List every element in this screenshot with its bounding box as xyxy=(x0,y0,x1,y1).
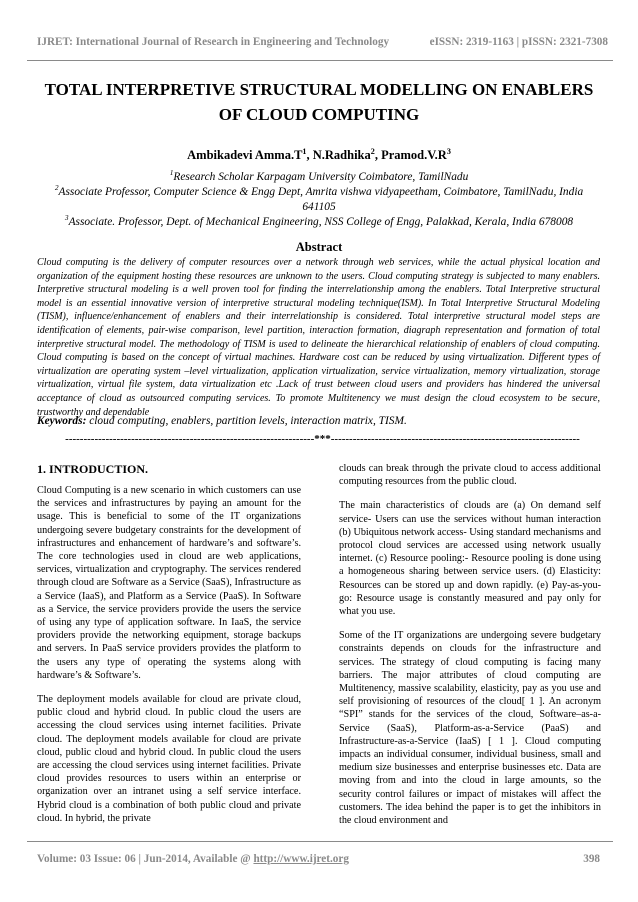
page-footer xyxy=(37,853,600,865)
affiliation-2 xyxy=(30,185,608,215)
page-number: 398 xyxy=(583,853,600,865)
affiliation-1-sup: 1 xyxy=(169,168,174,178)
section-separator: --------------------------------------------------------------------***-------------------------------------------------------------------- xyxy=(65,433,580,445)
author-3: Pramod.V.R xyxy=(381,148,447,162)
journal-link[interactable]: http://www.ijret.org xyxy=(253,853,349,865)
issn-text: eISSN: 2319-1163 | pISSN: 2321-7308 xyxy=(429,36,608,48)
keywords-text: cloud computing, enablers, partition levels, interaction matrix, TISM. xyxy=(86,415,407,427)
title-line-2: OF CLOUD COMPUTING xyxy=(218,105,420,124)
abstract-body: Cloud computing is the delivery of computer resources over a network through web services, while the actual physical location and organization of the equipment hosting these resources are unknown to the users. Cloud computing strategy is subjected to many enablers. Interpretive structural modeling is a well proven tool for finding the interrelationship among the enablers. Total Interpretive structural model is an essential innovative version of interpretive structural modeling technique(ISM). In Total Interpretive Structural Modeling (TISM), influence/enhancement of enablers and their interrelationship is considered. Total interpretive structural model steps are identification of elements, pair-wise comparison, level partition, interaction formation, diagraph representation and formation of total interpretive structural model. The methodology of TISM is used to delineate the hierarchical relationship of enablers of cloud computing. Cloud computing is based on the concept of virtual machines. Hardware cost can be reduced by using virtualization. Different types of virtualization are operating system –level virtualization, application virtualization, service virtualization, memory virtualization, storage virtualization, virtual file system, data virtualization etc .Lack of trust between cloud users and providers has hindered the universal acceptance of cloud as outsourced computing services. To promote Multitenency we must design the cloud ecosystem to be secure, trustworthy and dependable xyxy=(37,257,600,418)
affiliation-3-text: Associate. Professor, Dept. of Mechanical Engineering, NSS College of Engg, Palakkad, Kerala, India 678008 xyxy=(68,216,574,228)
section-heading: 1. INTRODUCTION. xyxy=(37,462,149,476)
abstract-heading: Abstract xyxy=(295,240,343,254)
author-list xyxy=(30,148,608,163)
keywords-label: Keywords: xyxy=(37,415,87,427)
author-3-sup: 3 xyxy=(446,146,451,156)
paragraph: Cloud Computing is a new scenario in which customers can use the services and infrastructures by paying an amount for the usage. This is beneficial to some of the IT organizations undergoing severe budgetary constraints for the development of infrastructures and enhancement of hardware’s and software’s. The core technologies used in cloud are web applications, services, virtualization and cryptography. The services rendered through cloud are Software as a Service (SaaS), Infrastructure as a Service (IaaS), and Platform as a Service (PaaS). In Software as a Service, the service providers provide the users the service of using any type of application software. In IaaS, the service providers provide the networking equipment, storage backups and servers. In PaaS service providers provides the platform to the users any type of operating the systems along with hardware’s & Software’s. xyxy=(37,485,301,681)
affiliation-3-sup: 3 xyxy=(64,213,69,223)
affiliation-2-sup: 2 xyxy=(54,183,59,193)
paragraph: The main characteristics of clouds are (a) On demand self service- Users can use the services without human interaction (b) Ubiquitous network access- Using standard mechanisms and protocol cloud services are accessed using network usually internet. (c) Resource pooling:- Resource pooling is done using a homogeneous sharing between service users. (d) Elasticity: Resources can be stored up and down rapidly. (e) Pay-as-you-go: Resource usage is constantly measured and pay only for what you use. xyxy=(339,500,601,618)
author-2: N.Radhika xyxy=(312,148,371,162)
left-column xyxy=(37,462,301,836)
paragraph: Some of the IT organizations are undergoing severe budgetary constraints depends on clouds for the infrastructure and services. The strategy of cloud computing is facing many barriers. The major attributes of cloud computing are Multitenency, massive scalability, elasticity, pay as you use and self provisioning of resources of the cloud[ 1 ]. An acronym “SPI” stands for the services of the cloud, Software–as-a-Service (SaaS), Platform-as-a-Service (PaaS) and Infrastructure-as-a-Service (IaaS) [ 1 ]. Cloud computing impacts an individual consumer, individual business, small and medium size businesses and enterprise businesses etc. Data are moving from and into the cloud in large amounts, so the security control failures or impact of mistakes will affect the customers. The idea behind the paper is to get the inhibitors in the cloud environment and xyxy=(339,630,601,827)
journal-name: IJRET: International Journal of Research in Engineering and Technology xyxy=(37,36,390,48)
footer-volume-text: Volume: 03 Issue: 06 | Jun-2014, Available @ xyxy=(37,853,254,865)
footer-volume xyxy=(37,853,349,865)
author-separator: , xyxy=(374,148,382,162)
affiliation-3 xyxy=(30,215,608,230)
paragraph: clouds can break through the private cloud to access additional computing resources from the public cloud. xyxy=(339,463,601,488)
title-line-1: TOTAL INTERPRETIVE STRUCTURAL MODELLING ON ENABLERS xyxy=(44,80,594,99)
footer-rule xyxy=(27,841,613,842)
author-1: Ambikadevi Amma.T xyxy=(187,148,303,162)
header-rule xyxy=(27,60,613,61)
affiliation-1-text: Research Scholar Karpagam University Coimbatore, TamilNadu xyxy=(173,171,469,183)
author-separator: , xyxy=(306,148,313,162)
author-2-sup: 2 xyxy=(370,146,375,156)
author-1-sup: 1 xyxy=(302,146,307,156)
right-column xyxy=(339,462,601,838)
affiliation-1 xyxy=(30,170,608,185)
paper-title xyxy=(30,77,608,127)
running-header xyxy=(37,36,608,48)
affiliation-2-postcode: 641105 xyxy=(302,201,336,213)
keywords xyxy=(37,415,600,427)
paragraph: The deployment models available for cloud are private cloud, public cloud and hybrid cloud. In public cloud the users are accessing the cloud services using internet facilities. Private cloud. The deployment models available for cloud are private cloud, public cloud and hybrid cloud. In public cloud the users are accessing the cloud services using internet facilities. Private cloud provides resources to users within an enterprise or organization over an intranet using a self service interface. Hybrid cloud is a combination of both public cloud and private cloud. In hybrid, the private xyxy=(37,694,301,824)
affiliation-2-text: Associate Professor, Computer Science & Engg Dept, Amrita vishwa vidyapeetham, Coimbatore, TamilNadu, India xyxy=(58,186,584,198)
